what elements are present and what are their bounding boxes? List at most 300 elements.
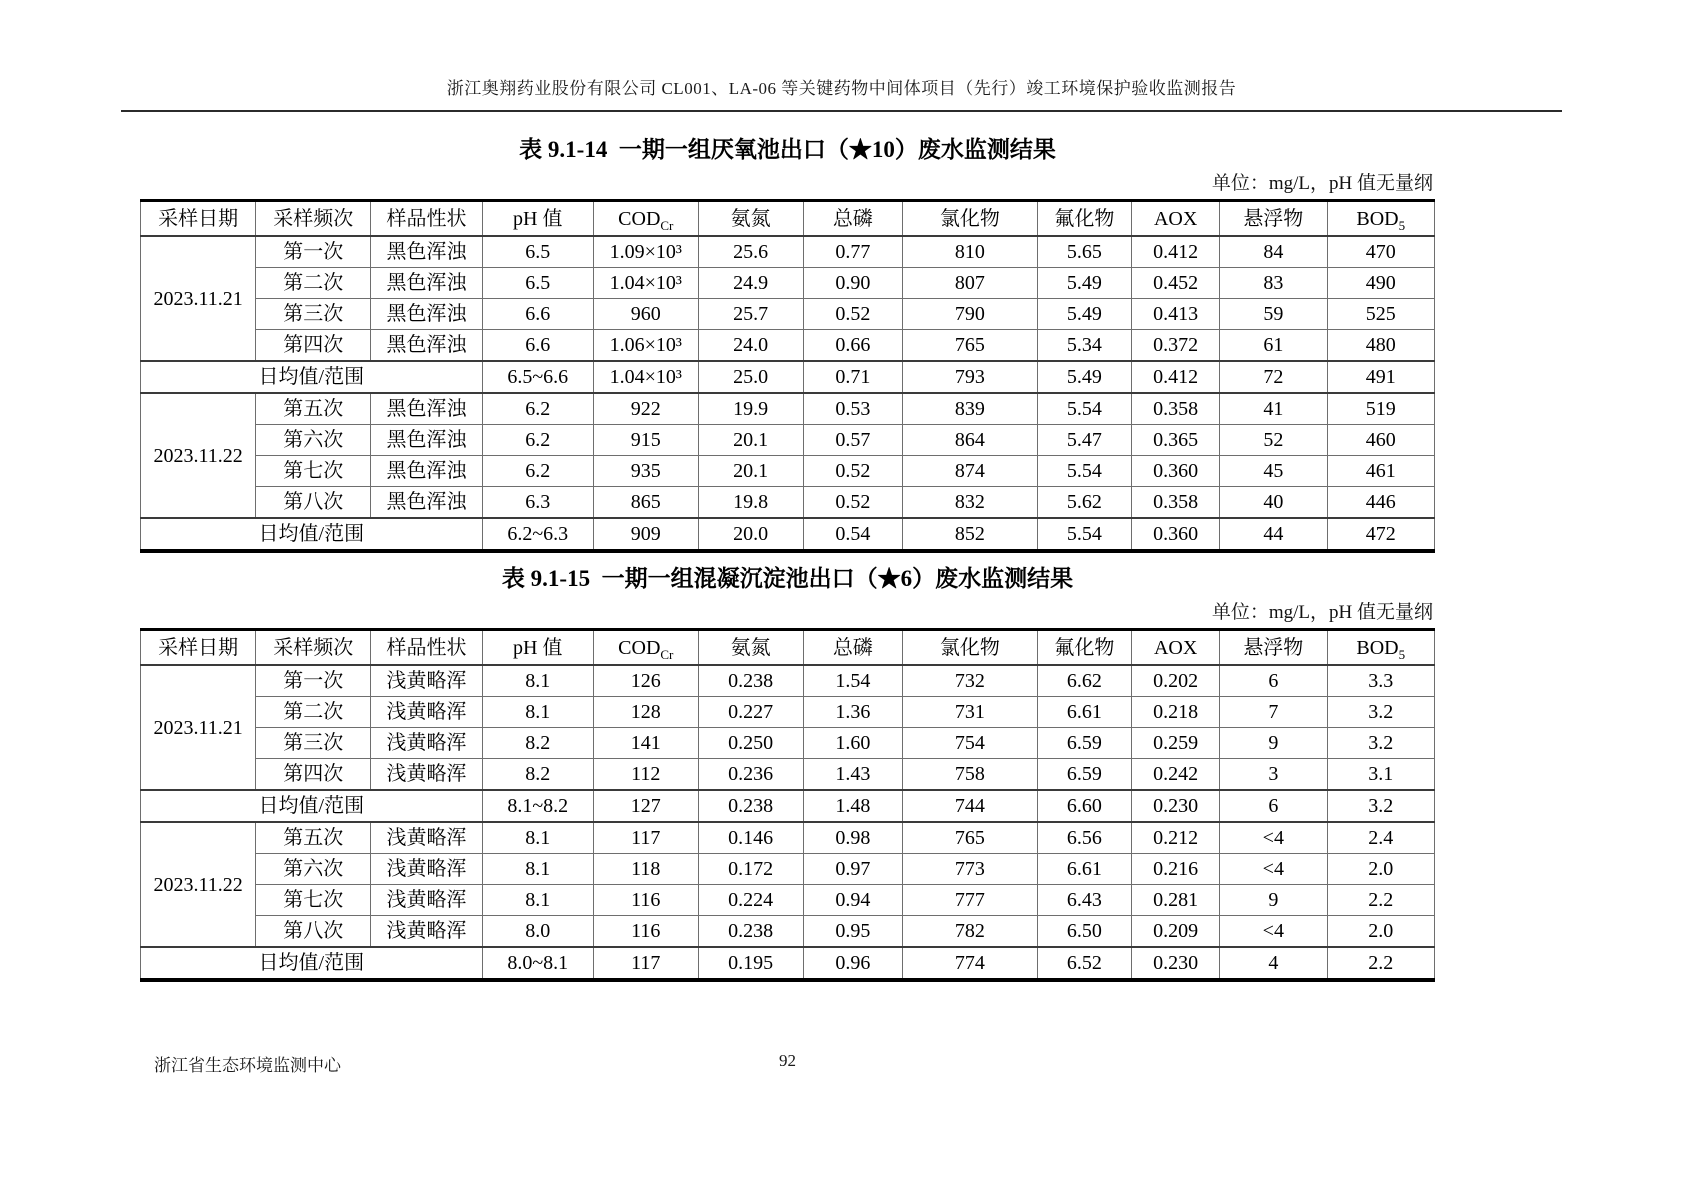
sample-appearance-cell: 黑色浑浊 (371, 393, 482, 425)
value-cell-chloride: 864 (903, 425, 1038, 456)
daily-value-cell-total-phosphorus: 1.48 (803, 790, 903, 822)
sample-appearance-cell: 黑色浑浊 (371, 425, 482, 456)
value-cell-chloride: 832 (903, 487, 1038, 519)
daily-value-cell-aox: 0.360 (1132, 518, 1220, 551)
value-cell-cod-cr: 126 (593, 665, 698, 697)
value-cell-ammonia-nitrogen: 0.236 (698, 759, 803, 791)
column-header-sample-frequency (256, 201, 371, 237)
column-header-subscript: 5 (1398, 217, 1406, 233)
value-cell-aox: 0.281 (1132, 885, 1220, 916)
value-cell-ammonia-nitrogen: 20.1 (698, 456, 803, 487)
column-header-text: 氟化物 (1054, 636, 1115, 659)
value-cell-bod5: 461 (1327, 456, 1434, 487)
value-cell-bod5: 3.1 (1327, 759, 1434, 791)
daily-value-cell-ammonia-nitrogen: 25.0 (698, 361, 803, 393)
header-row (141, 201, 1435, 237)
column-header-ammonia-nitrogen (698, 201, 803, 237)
sample-frequency-cell: 第五次 (256, 822, 371, 854)
sample-row (141, 854, 1435, 885)
page-footer (140, 1051, 1435, 1075)
page-content (140, 131, 1435, 984)
sample-appearance-cell: 黑色浑浊 (371, 236, 482, 268)
coagulation-sedimentation-monitoring-table (140, 628, 1435, 982)
daily-average-row (141, 947, 1435, 980)
sample-appearance-cell: 黑色浑浊 (371, 330, 482, 362)
value-cell-cod-cr: 116 (593, 916, 698, 948)
value-cell-fluoride: 6.59 (1037, 759, 1131, 791)
value-cell-aox: 0.358 (1132, 393, 1220, 425)
column-header-text: 氯化物 (939, 636, 1000, 659)
value-cell-chloride: 765 (903, 822, 1038, 854)
value-cell-cod-cr: 1.04×10³ (593, 268, 698, 299)
sample-row (141, 425, 1435, 456)
value-cell-ammonia-nitrogen: 0.250 (698, 728, 803, 759)
table-9-1-14-title: 表 9.1-14 一期一组厌氧池出口（★10）废水监测结果 (519, 137, 1056, 162)
table-9-1-15-section (140, 560, 1435, 982)
sample-appearance-cell: 浅黄略浑 (371, 822, 482, 854)
column-header-bod5 (1327, 630, 1434, 666)
value-cell-cod-cr: 141 (593, 728, 698, 759)
value-cell-ph: 6.5 (482, 236, 593, 268)
value-cell-ammonia-nitrogen: 25.6 (698, 236, 803, 268)
daily-value-cell-aox: 0.230 (1132, 790, 1220, 822)
daily-average-row (141, 790, 1435, 822)
column-header-bod5 (1327, 201, 1434, 237)
sample-frequency-cell: 第八次 (256, 916, 371, 948)
sample-frequency-cell: 第六次 (256, 425, 371, 456)
column-header-sample-date (141, 630, 256, 666)
column-header-sample-appearance (371, 201, 482, 237)
value-cell-aox: 0.212 (1132, 822, 1220, 854)
value-cell-fluoride: 6.62 (1037, 665, 1131, 697)
value-cell-suspended-solids: 52 (1220, 425, 1327, 456)
sample-frequency-cell: 第五次 (256, 393, 371, 425)
value-cell-fluoride: 6.61 (1037, 854, 1131, 885)
value-cell-aox: 0.413 (1132, 299, 1220, 330)
daily-value-cell-chloride: 852 (903, 518, 1038, 551)
value-cell-total-phosphorus: 0.94 (803, 885, 903, 916)
sample-frequency-cell: 第二次 (256, 268, 371, 299)
daily-value-cell-bod5: 3.2 (1327, 790, 1434, 822)
sample-frequency-cell: 第一次 (256, 236, 371, 268)
sample-row (141, 665, 1435, 697)
sample-row (141, 697, 1435, 728)
header-divider (121, 110, 1562, 112)
daily-average-label-cell: 日均值/范围 (141, 790, 483, 822)
value-cell-total-phosphorus: 1.36 (803, 697, 903, 728)
value-cell-suspended-solids: 40 (1220, 487, 1327, 519)
sample-appearance-cell: 浅黄略浑 (371, 885, 482, 916)
column-header-cod-cr (593, 201, 698, 237)
value-cell-aox: 0.242 (1132, 759, 1220, 791)
daily-value-cell-ph: 6.5~6.6 (482, 361, 593, 393)
column-header-suspended-solids (1220, 630, 1327, 666)
column-header-text: 氯化物 (939, 207, 1000, 230)
value-cell-bod5: 519 (1327, 393, 1434, 425)
value-cell-fluoride: 5.34 (1037, 330, 1131, 362)
value-cell-aox: 0.358 (1132, 487, 1220, 519)
value-cell-ammonia-nitrogen: 0.238 (698, 665, 803, 697)
value-cell-bod5: 446 (1327, 487, 1434, 519)
sample-frequency-cell: 第七次 (256, 885, 371, 916)
sample-appearance-cell: 黑色浑浊 (371, 487, 482, 519)
value-cell-ammonia-nitrogen: 25.7 (698, 299, 803, 330)
daily-value-cell-bod5: 472 (1327, 518, 1434, 551)
daily-value-cell-cod-cr: 127 (593, 790, 698, 822)
value-cell-bod5: 525 (1327, 299, 1434, 330)
column-header-subscript: Cr (660, 646, 674, 662)
sample-frequency-cell: 第二次 (256, 697, 371, 728)
sample-date-cell: 2023.11.21 (141, 236, 256, 361)
daily-value-cell-ammonia-nitrogen: 0.195 (698, 947, 803, 980)
value-cell-suspended-solids: 6 (1220, 665, 1327, 697)
daily-value-cell-fluoride: 6.52 (1037, 947, 1131, 980)
column-header-text: 采样频次 (273, 636, 354, 659)
value-cell-bod5: 2.2 (1327, 885, 1434, 916)
column-header-text: 采样频次 (273, 207, 354, 230)
value-cell-bod5: 460 (1327, 425, 1434, 456)
sample-appearance-cell: 浅黄略浑 (371, 728, 482, 759)
daily-value-cell-ammonia-nitrogen: 20.0 (698, 518, 803, 551)
sample-appearance-cell: 黑色浑浊 (371, 299, 482, 330)
value-cell-cod-cr: 915 (593, 425, 698, 456)
column-header-ph (482, 630, 593, 666)
value-cell-total-phosphorus: 1.43 (803, 759, 903, 791)
value-cell-ph: 6.3 (482, 487, 593, 519)
value-cell-total-phosphorus: 0.90 (803, 268, 903, 299)
value-cell-chloride: 732 (903, 665, 1038, 697)
value-cell-total-phosphorus: 0.95 (803, 916, 903, 948)
column-header-text: pH 值 (513, 207, 563, 230)
value-cell-total-phosphorus: 0.66 (803, 330, 903, 362)
value-cell-ph: 8.2 (482, 728, 593, 759)
column-header-text: 采样日期 (158, 207, 239, 230)
value-cell-aox: 0.412 (1132, 236, 1220, 268)
sample-row (141, 759, 1435, 791)
value-cell-chloride: 754 (903, 728, 1038, 759)
daily-value-cell-bod5: 2.2 (1327, 947, 1434, 980)
value-cell-fluoride: 6.43 (1037, 885, 1131, 916)
column-header-chloride (903, 201, 1038, 237)
daily-value-cell-ph: 8.1~8.2 (482, 790, 593, 822)
value-cell-aox: 0.218 (1132, 697, 1220, 728)
sample-appearance-cell: 黑色浑浊 (371, 268, 482, 299)
column-header-cod-cr (593, 630, 698, 666)
value-cell-ph: 6.5 (482, 268, 593, 299)
anaerobic-pond-monitoring-table (140, 199, 1435, 553)
daily-value-cell-total-phosphorus: 0.96 (803, 947, 903, 980)
sample-frequency-cell: 第四次 (256, 759, 371, 791)
value-cell-chloride: 777 (903, 885, 1038, 916)
column-header-text: 总磷 (832, 636, 873, 659)
value-cell-ammonia-nitrogen: 24.9 (698, 268, 803, 299)
table-9-1-15-unit-note: 单位：mg/L，pH 值无量纲 (1211, 602, 1433, 623)
daily-average-label-cell: 日均值/范围 (141, 518, 483, 551)
value-cell-bod5: 2.4 (1327, 822, 1434, 854)
daily-value-cell-total-phosphorus: 0.71 (803, 361, 903, 393)
header-row (141, 630, 1435, 666)
value-cell-aox: 0.365 (1132, 425, 1220, 456)
value-cell-total-phosphorus: 0.53 (803, 393, 903, 425)
value-cell-cod-cr: 116 (593, 885, 698, 916)
value-cell-chloride: 807 (903, 268, 1038, 299)
column-header-total-phosphorus (803, 630, 903, 666)
value-cell-ph: 6.6 (482, 299, 593, 330)
daily-average-label-cell: 日均值/范围 (141, 361, 483, 393)
value-cell-bod5: 3.2 (1327, 728, 1434, 759)
value-cell-fluoride: 5.65 (1037, 236, 1131, 268)
value-cell-ammonia-nitrogen: 0.238 (698, 916, 803, 948)
value-cell-total-phosphorus: 1.60 (803, 728, 903, 759)
value-cell-fluoride: 6.61 (1037, 697, 1131, 728)
value-cell-suspended-solids: 9 (1220, 728, 1327, 759)
sample-date-cell: 2023.11.21 (141, 665, 256, 790)
column-header-text: BOD (1356, 636, 1399, 659)
value-cell-cod-cr: 112 (593, 759, 698, 791)
value-cell-bod5: 470 (1327, 236, 1434, 268)
value-cell-suspended-solids: 83 (1220, 268, 1327, 299)
column-header-text: pH 值 (513, 636, 563, 659)
value-cell-ammonia-nitrogen: 19.9 (698, 393, 803, 425)
column-header-chloride (903, 630, 1038, 666)
daily-value-cell-fluoride: 5.54 (1037, 518, 1131, 551)
column-header-ph (482, 201, 593, 237)
sample-row (141, 268, 1435, 299)
footer-organization: 浙江省生态环境监测中心 (154, 1056, 341, 1075)
column-header-ammonia-nitrogen (698, 630, 803, 666)
column-header-text: 总磷 (832, 207, 873, 230)
value-cell-ph: 8.1 (482, 822, 593, 854)
value-cell-suspended-solids: 84 (1220, 236, 1327, 268)
column-header-sample-appearance (371, 630, 482, 666)
value-cell-cod-cr: 128 (593, 697, 698, 728)
value-cell-fluoride: 5.54 (1037, 456, 1131, 487)
value-cell-ph: 8.1 (482, 854, 593, 885)
value-cell-aox: 0.202 (1132, 665, 1220, 697)
table-9-1-14-section (140, 131, 1435, 553)
column-header-aox (1132, 630, 1220, 666)
column-header-text: BOD (1356, 207, 1399, 230)
value-cell-chloride: 810 (903, 236, 1038, 268)
value-cell-cod-cr: 118 (593, 854, 698, 885)
sample-row (141, 330, 1435, 362)
sample-row (141, 885, 1435, 916)
daily-average-label-cell: 日均值/范围 (141, 947, 483, 980)
value-cell-suspended-solids: 7 (1220, 697, 1327, 728)
column-header-text: 氨氮 (730, 636, 771, 659)
daily-value-cell-fluoride: 6.60 (1037, 790, 1131, 822)
value-cell-suspended-solids: 3 (1220, 759, 1327, 791)
daily-average-row (141, 361, 1435, 393)
value-cell-aox: 0.372 (1132, 330, 1220, 362)
daily-value-cell-cod-cr: 909 (593, 518, 698, 551)
sample-appearance-cell: 浅黄略浑 (371, 916, 482, 948)
value-cell-suspended-solids: 59 (1220, 299, 1327, 330)
value-cell-fluoride: 6.50 (1037, 916, 1131, 948)
column-header-text: COD (618, 636, 661, 659)
value-cell-cod-cr: 1.06×10³ (593, 330, 698, 362)
sample-row (141, 393, 1435, 425)
sample-row (141, 822, 1435, 854)
sample-row (141, 299, 1435, 330)
value-cell-fluoride: 5.49 (1037, 268, 1131, 299)
daily-value-cell-suspended-solids: 6 (1220, 790, 1327, 822)
daily-value-cell-ph: 6.2~6.3 (482, 518, 593, 551)
column-header-text: 采样日期 (158, 636, 239, 659)
value-cell-total-phosphorus: 1.54 (803, 665, 903, 697)
daily-value-cell-fluoride: 5.49 (1037, 361, 1131, 393)
value-cell-chloride: 782 (903, 916, 1038, 948)
footer-page-number: 92 (779, 1051, 796, 1070)
value-cell-suspended-solids: 9 (1220, 885, 1327, 916)
value-cell-fluoride: 5.54 (1037, 393, 1131, 425)
value-cell-suspended-solids: <4 (1220, 916, 1327, 948)
value-cell-ph: 6.2 (482, 425, 593, 456)
daily-value-cell-suspended-solids: 4 (1220, 947, 1327, 980)
sample-frequency-cell: 第八次 (256, 487, 371, 519)
sample-row (141, 487, 1435, 519)
daily-value-cell-cod-cr: 117 (593, 947, 698, 980)
value-cell-aox: 0.452 (1132, 268, 1220, 299)
column-header-sample-date (141, 201, 256, 237)
sample-frequency-cell: 第三次 (256, 299, 371, 330)
value-cell-chloride: 839 (903, 393, 1038, 425)
sample-date-cell: 2023.11.22 (141, 393, 256, 518)
daily-value-cell-ammonia-nitrogen: 0.238 (698, 790, 803, 822)
value-cell-chloride: 874 (903, 456, 1038, 487)
column-header-subscript: Cr (660, 217, 674, 233)
value-cell-cod-cr: 1.09×10³ (593, 236, 698, 268)
report-header-title: 浙江奥翔药业股份有限公司 CL001、LA-06 等关键药物中间体项目（先行）竣工环境保护验收监测报告 (446, 79, 1237, 98)
sample-frequency-cell: 第七次 (256, 456, 371, 487)
column-header-text: 氨氮 (730, 207, 771, 230)
sample-row (141, 456, 1435, 487)
column-header-fluoride (1037, 201, 1131, 237)
value-cell-ammonia-nitrogen: 0.227 (698, 697, 803, 728)
value-cell-chloride: 731 (903, 697, 1038, 728)
table-9-1-15-title: 表 9.1-15 一期一组混凝沉淀池出口（★6）废水监测结果 (501, 566, 1074, 591)
daily-value-cell-bod5: 491 (1327, 361, 1434, 393)
value-cell-ammonia-nitrogen: 0.172 (698, 854, 803, 885)
value-cell-suspended-solids: <4 (1220, 854, 1327, 885)
sample-appearance-cell: 黑色浑浊 (371, 456, 482, 487)
value-cell-total-phosphorus: 0.52 (803, 487, 903, 519)
value-cell-fluoride: 5.47 (1037, 425, 1131, 456)
value-cell-ph: 8.2 (482, 759, 593, 791)
daily-value-cell-cod-cr: 1.04×10³ (593, 361, 698, 393)
value-cell-total-phosphorus: 0.98 (803, 822, 903, 854)
value-cell-suspended-solids: 61 (1220, 330, 1327, 362)
value-cell-chloride: 773 (903, 854, 1038, 885)
column-header-subscript: 5 (1398, 646, 1406, 662)
value-cell-chloride: 758 (903, 759, 1038, 791)
value-cell-cod-cr: 865 (593, 487, 698, 519)
sample-row (141, 916, 1435, 948)
value-cell-suspended-solids: 41 (1220, 393, 1327, 425)
value-cell-total-phosphorus: 0.77 (803, 236, 903, 268)
daily-value-cell-aox: 0.412 (1132, 361, 1220, 393)
daily-value-cell-aox: 0.230 (1132, 947, 1220, 980)
daily-value-cell-ph: 8.0~8.1 (482, 947, 593, 980)
value-cell-total-phosphorus: 0.52 (803, 456, 903, 487)
value-cell-aox: 0.360 (1132, 456, 1220, 487)
column-header-text: 悬浮物 (1243, 207, 1304, 230)
sample-frequency-cell: 第三次 (256, 728, 371, 759)
daily-value-cell-suspended-solids: 44 (1220, 518, 1327, 551)
value-cell-chloride: 765 (903, 330, 1038, 362)
value-cell-bod5: 2.0 (1327, 916, 1434, 948)
value-cell-bod5: 490 (1327, 268, 1434, 299)
column-header-aox (1132, 201, 1220, 237)
column-header-suspended-solids (1220, 201, 1327, 237)
column-header-text: 悬浮物 (1243, 636, 1304, 659)
column-header-text: 氟化物 (1054, 207, 1115, 230)
value-cell-ammonia-nitrogen: 20.1 (698, 425, 803, 456)
value-cell-aox: 0.216 (1132, 854, 1220, 885)
value-cell-ph: 6.2 (482, 456, 593, 487)
column-header-fluoride (1037, 630, 1131, 666)
value-cell-chloride: 790 (903, 299, 1038, 330)
table-9-1-14-unit-note: 单位：mg/L，pH 值无量纲 (1211, 173, 1433, 194)
value-cell-ph: 6.6 (482, 330, 593, 362)
value-cell-ph: 8.1 (482, 665, 593, 697)
value-cell-bod5: 3.2 (1327, 697, 1434, 728)
value-cell-cod-cr: 960 (593, 299, 698, 330)
value-cell-total-phosphorus: 0.52 (803, 299, 903, 330)
daily-average-row (141, 518, 1435, 551)
sample-date-cell: 2023.11.22 (141, 822, 256, 947)
column-header-text: 样品性状 (386, 636, 467, 659)
sample-frequency-cell: 第六次 (256, 854, 371, 885)
column-header-text: COD (618, 207, 661, 230)
daily-value-cell-chloride: 793 (903, 361, 1038, 393)
value-cell-fluoride: 6.56 (1037, 822, 1131, 854)
value-cell-bod5: 2.0 (1327, 854, 1434, 885)
value-cell-bod5: 3.3 (1327, 665, 1434, 697)
value-cell-ammonia-nitrogen: 0.224 (698, 885, 803, 916)
value-cell-suspended-solids: 45 (1220, 456, 1327, 487)
value-cell-fluoride: 5.62 (1037, 487, 1131, 519)
column-header-text: AOX (1153, 636, 1198, 659)
value-cell-ph: 8.1 (482, 885, 593, 916)
value-cell-cod-cr: 922 (593, 393, 698, 425)
value-cell-cod-cr: 935 (593, 456, 698, 487)
value-cell-fluoride: 5.49 (1037, 299, 1131, 330)
value-cell-ammonia-nitrogen: 19.8 (698, 487, 803, 519)
sample-row (141, 236, 1435, 268)
value-cell-ammonia-nitrogen: 0.146 (698, 822, 803, 854)
value-cell-aox: 0.259 (1132, 728, 1220, 759)
daily-value-cell-total-phosphorus: 0.54 (803, 518, 903, 551)
value-cell-suspended-solids: <4 (1220, 822, 1327, 854)
value-cell-ph: 8.1 (482, 697, 593, 728)
value-cell-cod-cr: 117 (593, 822, 698, 854)
column-header-sample-frequency (256, 630, 371, 666)
column-header-text: AOX (1153, 207, 1198, 230)
column-header-text: 样品性状 (386, 207, 467, 230)
sample-row (141, 728, 1435, 759)
value-cell-ph: 8.0 (482, 916, 593, 948)
value-cell-total-phosphorus: 0.97 (803, 854, 903, 885)
value-cell-bod5: 480 (1327, 330, 1434, 362)
daily-value-cell-chloride: 774 (903, 947, 1038, 980)
sample-appearance-cell: 浅黄略浑 (371, 697, 482, 728)
value-cell-ammonia-nitrogen: 24.0 (698, 330, 803, 362)
daily-value-cell-suspended-solids: 72 (1220, 361, 1327, 393)
value-cell-fluoride: 6.59 (1037, 728, 1131, 759)
value-cell-total-phosphorus: 0.57 (803, 425, 903, 456)
value-cell-ph: 6.2 (482, 393, 593, 425)
